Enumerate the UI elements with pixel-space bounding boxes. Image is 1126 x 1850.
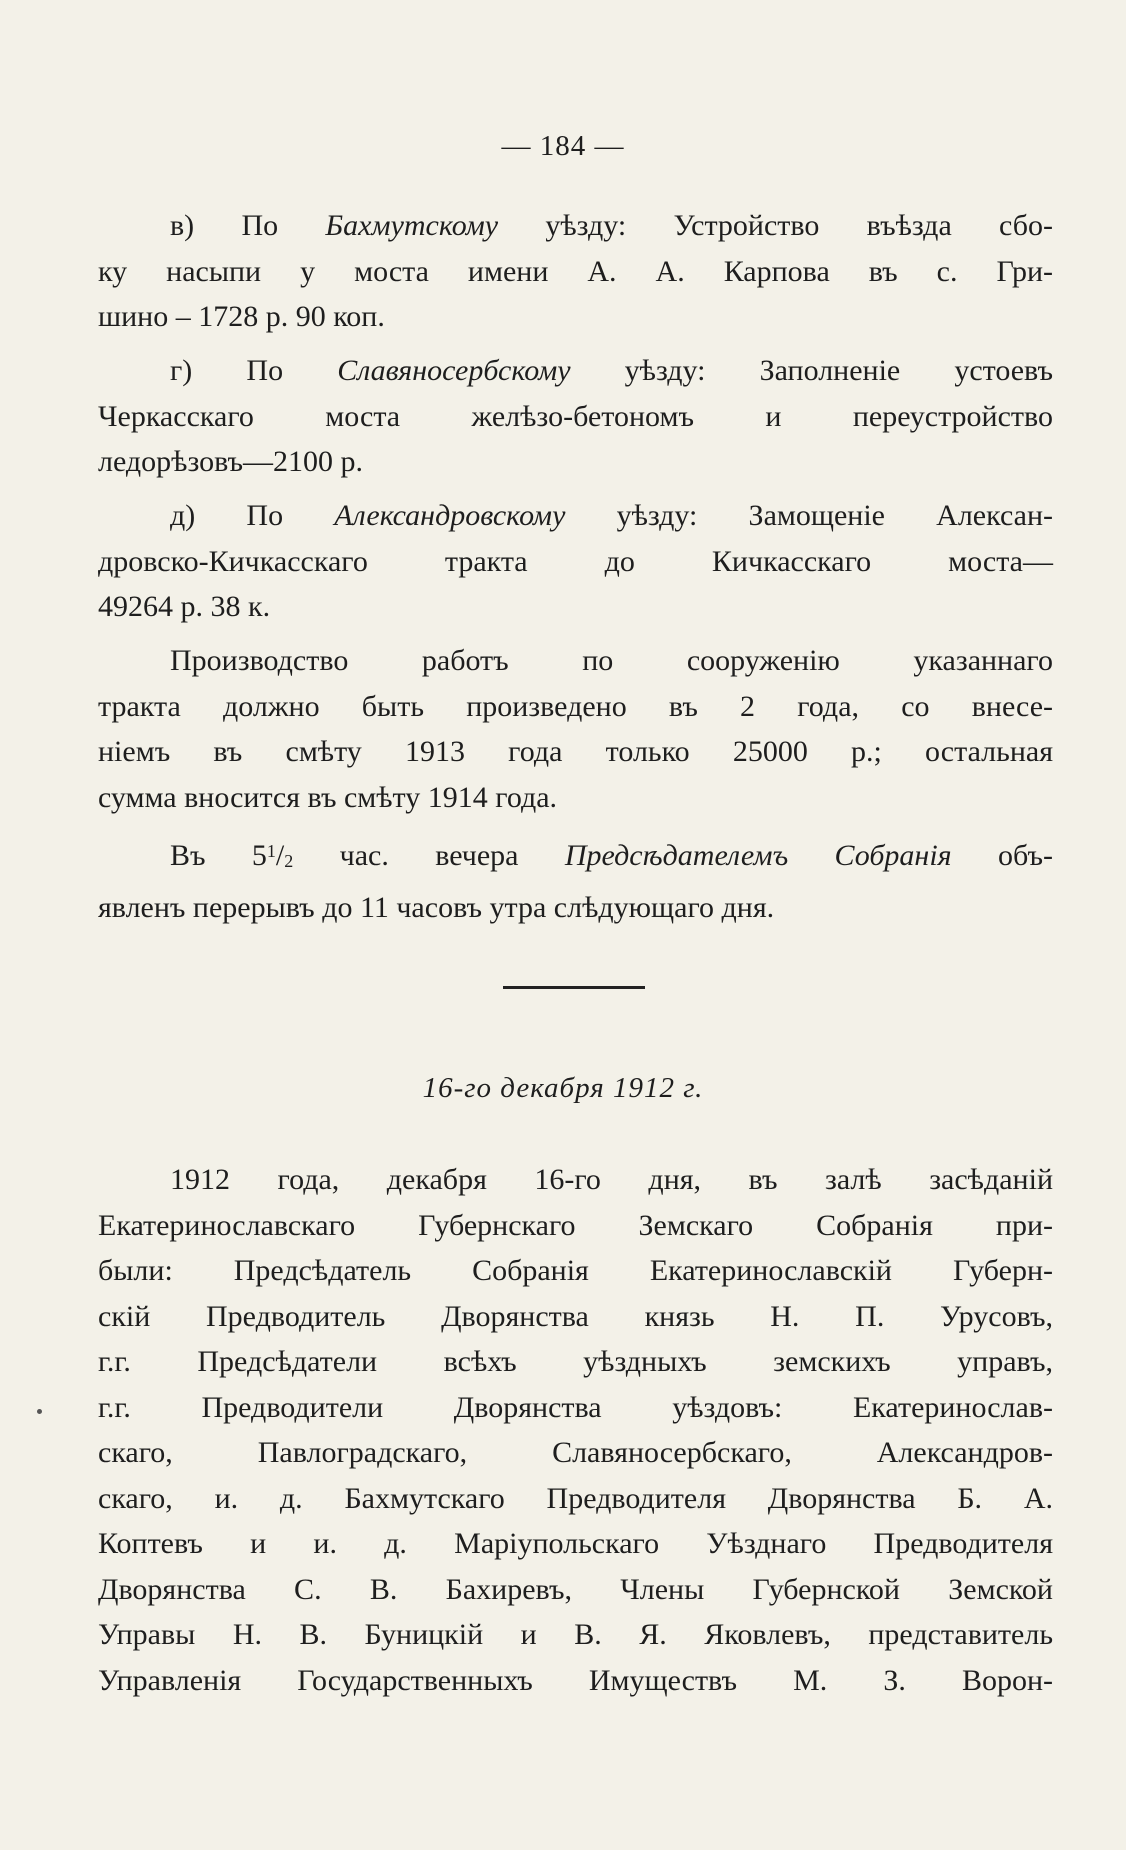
paragraph-attendance — [98, 1157, 1053, 1703]
paragraph-line: Черкасскаго моста желѣзо-бетономъ и переустройство — [98, 399, 1053, 433]
paragraph-aleksandrovsk — [98, 493, 1053, 630]
paragraph-line: г.г. Предводители Дворянства уѣздовъ: Екатеринослав- — [98, 1390, 1053, 1424]
paragraph-line: тракта должно быть произведено въ 2 года, со внесе- — [98, 689, 1053, 723]
paragraph-line: сумма вносится въ смѣту 1914 года. — [98, 780, 558, 814]
paragraph-line: г) По Славяносербскому уѣзду: Заполненіе устоевъ — [170, 354, 1053, 387]
paragraph-line: ку насыпи у моста имени А. А. Карпова въ с. Гри- — [98, 254, 1053, 288]
paragraph-line: 49264 р. 38 к. — [98, 590, 271, 623]
paragraph-line: в) По Бахмутскому уѣзду: Устройство въѣзда сбо- — [170, 209, 1053, 242]
paragraph-line: скаго, Павлоградскаго, Славяносербскаго, Александров- — [98, 1436, 1053, 1469]
paragraph-bakhmut — [98, 203, 1053, 340]
paragraph-line: дровско-Кичкасскаго тракта до Кичкасскаго моста— — [98, 544, 1053, 578]
paragraph-line: 1912 года, декабря 16-го дня, въ залѣ засѣданій — [170, 1163, 1053, 1196]
paragraph-line: Екатеринославскаго Губернскаго Земскаго Собранія при- — [98, 1208, 1053, 1242]
print-speck — [37, 1409, 42, 1414]
paragraph-line: ледорѣзовъ—2100 р. — [98, 445, 364, 478]
paragraph-line: были: Предсѣдатель Собранія Екатеринославскій Губерн- — [98, 1254, 1053, 1287]
page-number: — 184 — — [501, 130, 625, 162]
district-name: Бахмутскому — [325, 209, 499, 242]
paragraph-line: Управленія Государственныхъ Имуществъ М. З. Ворон- — [98, 1663, 1053, 1697]
district-name: Славяносербскому — [337, 354, 571, 387]
paragraph-recess — [98, 829, 1053, 930]
section-divider — [503, 986, 645, 989]
paragraph-line: явленъ перерывъ до 11 часовъ утра слѣдующаго дня. — [98, 890, 775, 924]
paragraph-line: скій Предводитель Дворянства князь Н. П. Урусовъ, — [98, 1299, 1053, 1333]
paragraph-line: Управы Н. В. Буницкій и В. Я. Яковлевъ, представитель — [98, 1618, 1053, 1651]
paragraph-line: ніемъ въ смѣту 1913 года только 25000 р.; остальная — [98, 735, 1053, 768]
chairman-phrase: Предсѣдателемъ Собранія — [564, 839, 952, 872]
paragraph-line: д) По Александровскому уѣзду: Замощеніе Алексан- — [170, 499, 1053, 532]
paragraph-slavyanoserbsk — [98, 348, 1053, 485]
date-heading: 16-го декабря 1912 г. — [422, 1072, 704, 1104]
paragraph-works — [98, 638, 1053, 820]
paragraph-line: Производство работъ по сооруженію указаннаго — [170, 644, 1053, 677]
paragraph-line: Коптевъ и и. д. Маріупольскаго Уѣзднаго Предводителя — [98, 1527, 1053, 1560]
paragraph-line: Дворянства С. В. Бахиревъ, Члены Губернской Земской — [98, 1572, 1053, 1606]
paragraph-line: шино – 1728 р. 90 коп. — [98, 300, 385, 333]
district-name: Александровскому — [334, 499, 566, 532]
paragraph-line: г.г. Предсѣдатели всѣхъ уѣздныхъ земскихъ управъ, — [98, 1345, 1053, 1378]
paragraph-line: Въ $5^1/2$ час. вечера Предсѣдателемъ Собранія объ- — [170, 839, 1054, 872]
paragraph-line: скаго, и. д. Бахмутскаго Предводителя Дворянства Б. А. — [98, 1481, 1053, 1515]
